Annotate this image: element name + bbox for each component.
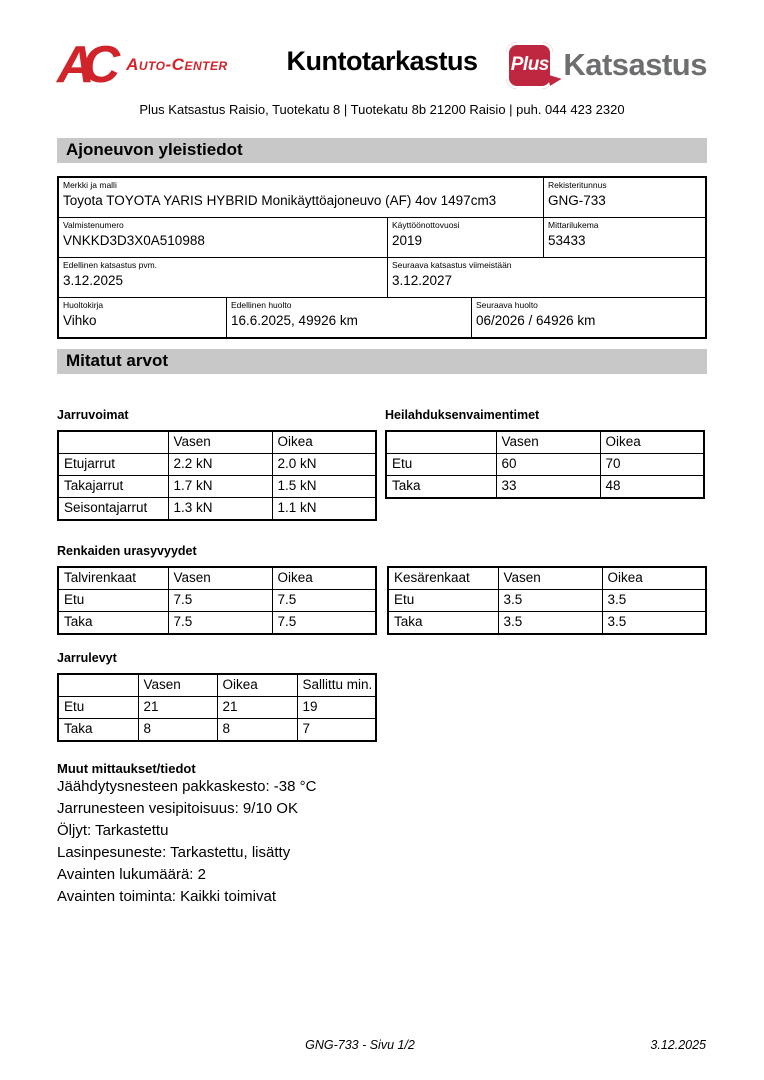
plus-badge-icon xyxy=(506,42,553,89)
table-cell: 8 xyxy=(217,719,297,742)
table-header-row xyxy=(58,567,376,590)
brake-discs-title: Jarrulevyt xyxy=(57,651,117,665)
brakes-dampers-row xyxy=(57,408,707,521)
brake-discs-table xyxy=(57,673,377,742)
table-cell: 7.5 xyxy=(272,590,376,612)
table-cell: 3.5 xyxy=(602,612,706,635)
field-label: Merkki ja malli xyxy=(63,180,117,190)
table-header-cell xyxy=(386,431,496,454)
table-cell: Taka xyxy=(388,612,498,635)
table-row xyxy=(59,257,705,297)
table-cell: Takajarrut xyxy=(58,476,168,498)
shock-absorbers-title: Heilahduksenvaimentimet xyxy=(385,408,540,422)
table-header-cell: Vasen xyxy=(496,431,600,454)
table-cell: 48 xyxy=(600,476,704,499)
field-value: Vihko xyxy=(63,313,97,328)
other-measurement-line: Avainten toiminta: Kaikki toimivat xyxy=(57,888,276,905)
table-header-cell: Kesärenkaat xyxy=(388,567,498,590)
table-header-cell: Oikea xyxy=(217,674,297,697)
field-value: 3.12.2025 xyxy=(63,273,124,288)
document-title: Kuntotarkastus xyxy=(286,46,478,76)
table-cell: 70 xyxy=(600,454,704,476)
shock-absorbers-table xyxy=(385,430,705,499)
field-previous-inspection xyxy=(59,258,387,297)
table-cell: Etu xyxy=(386,454,496,476)
table-row xyxy=(386,454,704,476)
table-cell: Etu xyxy=(388,590,498,612)
field-label: Edellinen katsastus pvm. xyxy=(63,260,158,270)
other-measurement-line: Jarrunesteen vesipitoisuus: 9/10 OK xyxy=(57,800,298,817)
table-header-cell: Sallittu min. xyxy=(297,674,376,697)
table-header-cell: Vasen xyxy=(498,567,602,590)
table-cell: Taka xyxy=(386,476,496,499)
brake-forces-table xyxy=(57,430,377,521)
table-row xyxy=(58,476,376,498)
field-value: Toyota TOYOTA YARIS HYBRID Monikäyttöajoneuvo (AF) 4ov 1497cm3 xyxy=(63,193,497,208)
field-label: Mittarilukema xyxy=(548,220,599,230)
table-row xyxy=(58,612,376,635)
other-measurement-line: Avainten lukumäärä: 2 xyxy=(57,866,206,883)
field-label: Huoltokirja xyxy=(63,300,104,310)
table-cell: 7.5 xyxy=(168,590,272,612)
tyre-tables-row xyxy=(57,566,707,635)
brake-forces-block xyxy=(57,408,375,521)
shock-absorbers-block xyxy=(385,408,703,499)
table-header-cell: Oikea xyxy=(272,567,376,590)
field-value: 3.12.2027 xyxy=(392,273,453,288)
station-address: Plus Katsastus Raisio, Tuotekatu 8 | Tuotekatu 8b 21200 Raisio | puh. 044 423 2320 xyxy=(139,102,625,117)
table-cell: 33 xyxy=(496,476,600,499)
footer-date: 3.12.2025 xyxy=(650,1038,706,1052)
table-cell: Taka xyxy=(58,612,168,635)
field-next-inspection xyxy=(387,258,705,297)
field-label: Rekisteritunnus xyxy=(548,180,607,190)
field-label: Seuraava huolto xyxy=(476,300,538,310)
table-cell: 7.5 xyxy=(168,612,272,635)
vehicle-info-table xyxy=(57,176,707,339)
field-first-use-year xyxy=(387,218,543,257)
table-row xyxy=(59,297,705,337)
table-row xyxy=(58,454,376,476)
table-cell: 2.0 kN xyxy=(272,454,376,476)
other-measurement-line: Lasinpesuneste: Tarkastettu, lisätty xyxy=(57,844,291,861)
section-header-general-info: Ajoneuvon yleistiedot xyxy=(57,138,707,163)
field-value: 2019 xyxy=(392,233,423,248)
table-row xyxy=(388,590,706,612)
table-row xyxy=(59,178,705,217)
table-header-row xyxy=(58,674,376,697)
page-footer xyxy=(0,1038,764,1054)
table-cell: 3.5 xyxy=(498,590,602,612)
table-cell: 7 xyxy=(297,719,376,742)
field-label: Edellinen huolto xyxy=(231,300,292,310)
table-header-cell: Vasen xyxy=(168,431,272,454)
table-header-cell: Vasen xyxy=(168,567,272,590)
table-cell: 1.1 kN xyxy=(272,498,376,521)
table-cell: 1.5 kN xyxy=(272,476,376,498)
table-cell: 8 xyxy=(138,719,217,742)
table-cell: 19 xyxy=(297,697,376,719)
table-header-row xyxy=(58,431,376,454)
brake-forces-title: Jarruvoimat xyxy=(57,408,129,422)
other-measurement-line: Öljyt: Tarkastettu xyxy=(57,822,169,839)
field-next-service xyxy=(471,298,705,337)
table-cell: 3.5 xyxy=(498,612,602,635)
field-label: Seuraava katsastus viimeistään xyxy=(392,260,512,270)
auto-center-logo xyxy=(57,35,228,94)
table-cell: 21 xyxy=(217,697,297,719)
table-cell: 60 xyxy=(496,454,600,476)
field-previous-service xyxy=(226,298,471,337)
report-header xyxy=(57,0,707,94)
other-measurement-line: Jäähdytysnesteen pakkaskesto: -38 °C xyxy=(57,778,317,795)
plus-badge-label: Plus xyxy=(510,54,549,75)
table-row xyxy=(58,498,376,521)
table-header-row xyxy=(386,431,704,454)
field-value: 53433 xyxy=(548,233,586,248)
field-make-model xyxy=(59,178,543,217)
table-row xyxy=(58,719,376,742)
footer-page-indicator: GNG-733 - Sivu 1/2 xyxy=(305,1038,415,1052)
table-cell: 21 xyxy=(138,697,217,719)
other-measurements-title: Muut mittaukset/tiedot xyxy=(57,761,196,776)
field-value: 16.6.2025, 49926 km xyxy=(231,313,358,328)
winter-tyres-table xyxy=(57,566,377,635)
plus-badge-tail-icon xyxy=(547,70,563,85)
table-cell: 1.7 kN xyxy=(168,476,272,498)
table-row xyxy=(58,590,376,612)
table-header-cell: Oikea xyxy=(600,431,704,454)
table-cell: 1.3 kN xyxy=(168,498,272,521)
summer-tyres-table xyxy=(387,566,707,635)
table-cell: 7.5 xyxy=(272,612,376,635)
table-row xyxy=(388,612,706,635)
field-service-book xyxy=(59,298,226,337)
plus-katsastus-wordmark: Katsastus xyxy=(563,47,707,82)
table-header-cell xyxy=(58,431,168,454)
table-cell: Taka xyxy=(58,719,138,742)
auto-center-wordmark: Auto-Center xyxy=(126,54,228,74)
table-row xyxy=(58,697,376,719)
table-header-cell: Talvirenkaat xyxy=(58,567,168,590)
field-registration xyxy=(543,178,705,217)
table-row xyxy=(59,217,705,257)
table-cell: 3.5 xyxy=(602,590,706,612)
table-cell: Etu xyxy=(58,590,168,612)
table-cell: 2.2 kN xyxy=(168,454,272,476)
field-value: GNG-733 xyxy=(548,193,606,208)
field-vin xyxy=(59,218,387,257)
field-value: 06/2026 / 64926 km xyxy=(476,313,596,328)
plus-katsastus-logo xyxy=(506,42,707,89)
field-odometer xyxy=(543,218,705,257)
table-cell: Etujarrut xyxy=(58,454,168,476)
table-header-row xyxy=(388,567,706,590)
other-measurements-list xyxy=(57,776,707,908)
auto-center-monogram-icon: AC xyxy=(57,35,109,94)
table-row xyxy=(386,476,704,499)
field-label: Valmistenumero xyxy=(63,220,124,230)
table-header-cell: Oikea xyxy=(272,431,376,454)
field-label: Käyttöönottovuosi xyxy=(392,220,460,230)
table-header-cell: Oikea xyxy=(602,567,706,590)
table-header-cell xyxy=(58,674,138,697)
tyre-tread-title: Renkaiden urasyvyydet xyxy=(57,544,197,558)
field-value: VNKKD3D3X0A510988 xyxy=(63,233,205,248)
table-cell: Etu xyxy=(58,697,138,719)
section-header-measured-values: Mitatut arvot xyxy=(57,349,707,374)
table-cell: Seisontajarrut xyxy=(58,498,168,521)
table-header-cell: Vasen xyxy=(138,674,217,697)
